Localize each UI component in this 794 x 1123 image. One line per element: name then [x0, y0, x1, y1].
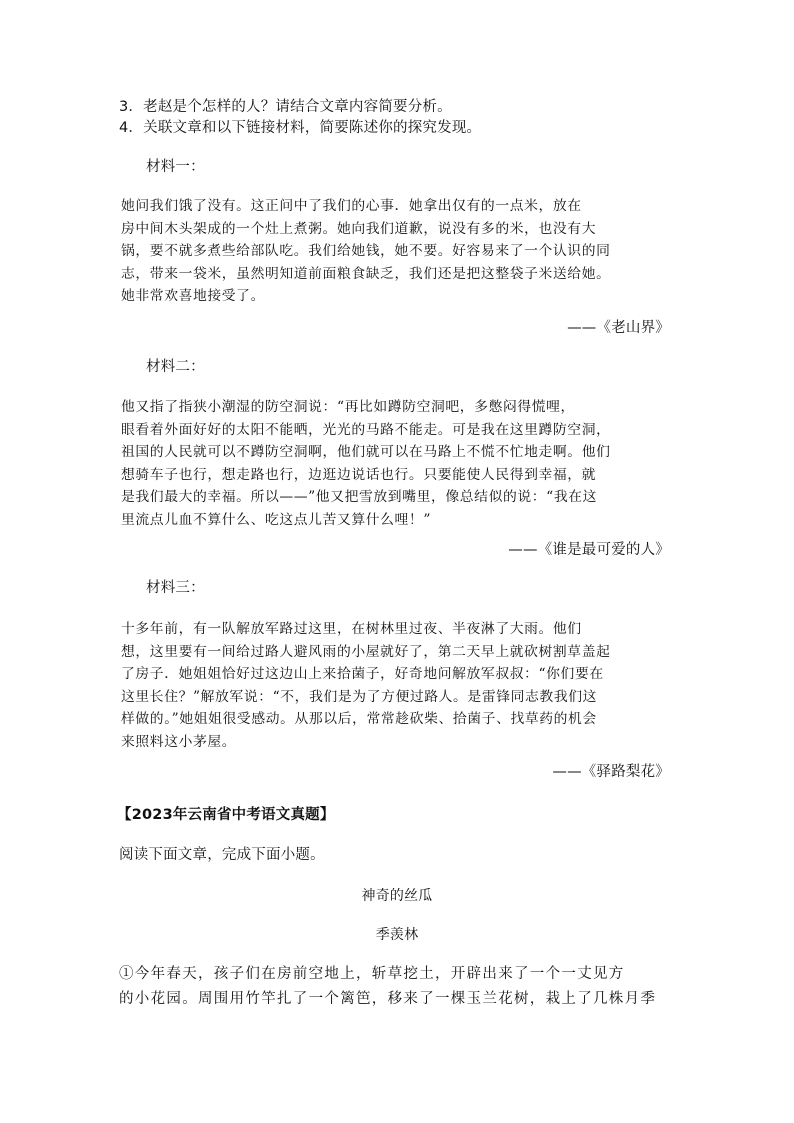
article-line: ①今年春天，孩子们在房前空地上，斩草挖土，开辟出来了一个一丈见方 — [119, 966, 625, 982]
material-2-line: 里流点儿血不算什么、吃这点儿苦又算什么哩！” — [121, 511, 431, 528]
material-1-source: ——《老山界》 — [567, 320, 670, 336]
instruction-text: 阅读下面文章，完成下面小题。 — [119, 847, 325, 863]
material-2-line: 是我们最大的幸福。所以——”他又把雪放到嘴里，像总结似的说：“我在这 — [121, 489, 598, 505]
article-body — [119, 962, 675, 1012]
article-author: 季羡林 — [375, 927, 419, 943]
material-3-label: 材料三： — [146, 580, 205, 596]
material-3-line: 来照料这小茅屋。 — [121, 733, 237, 750]
material-2-line: 想骑车子也行，想走路也行，边逛边说话也行。只要能使人民得到幸福，就 — [121, 466, 597, 483]
material-1-line: 锅，要不就多煮些给部队吃。我们给她钱，她不要。好容易来了一个认识的同 — [121, 243, 611, 259]
material-2-label: 材料二： — [146, 359, 205, 375]
material-1-text — [121, 195, 669, 308]
material-1-line: 房中间木头架成的一个灶上煮粥。她向我们道歉，说没有多的米，也没有大 — [121, 220, 597, 237]
article-line: 的小花园。周围用竹竿扎了一个篱笆，移来了一棵玉兰花树，栽上了几株月季 — [119, 991, 657, 1007]
material-1-line: 志，带来一袋米，虽然明知道前面粮食缺乏，我们还是把这整袋子米送给她。 — [121, 265, 611, 282]
material-3-source: ——《驿路梨花》 — [552, 764, 670, 780]
material-2-line: 他又指了指狭小潮湿的防空洞说：“再比如蹲防空洞吧，多憋闷得慌哩， — [121, 399, 575, 415]
material-3-line: 十多年前，有一队解放军路过这里，在树林里过夜、半夜淋了大雨。他们 — [121, 621, 582, 637]
material-3-line: 想，这里要有一间给过路人避风雨的小屋就好了，第二天早上就砍树割草盖起 — [121, 643, 611, 660]
material-2-source: ——《谁是最可爱的人》 — [508, 542, 670, 558]
article-title: 神奇的丝瓜 — [361, 888, 433, 904]
material-2-line: 祖国的人民就可以不蹲防空洞啊，他们就可以在马路上不慌不忙地走啊。他们 — [121, 444, 611, 460]
material-1-line: 她非常欢喜地接受了。 — [121, 288, 265, 304]
material-3-text — [121, 618, 669, 753]
material-3-line: 样做的。”她姐姐很受感动。从那以后，常常趁砍柴、拾菌子、找草药的机会 — [121, 711, 597, 727]
material-3-line: 了房子．她姐姐恰好过这边山上来拾菌子，好奇地问解放军叔叔：“你们要在 — [121, 666, 604, 682]
material-1-label: 材料一： — [146, 159, 205, 175]
question-4: 4．关联文章和以下链接材料，简要陈述你的探究发现。 — [119, 120, 482, 136]
material-3-line: 这里长住？”解放军说：“不，我们是为了方便过路人。是雷锋同志教我们这 — [121, 688, 598, 705]
material-2-text — [121, 396, 669, 531]
material-1-line: 她问我们饿了没有。这正问中了我们的心事．她拿出仅有的一点米，放在 — [121, 198, 582, 214]
material-2-line: 眼看着外面好好的太阳不能晒，光光的马路不能走。可是我在这里蹲防空洞， — [121, 421, 611, 438]
question-3: 3．老赵是个怎样的人？请结合文章内容简要分析。 — [119, 99, 452, 115]
section-heading: 【2023年云南省中考语文真题】 — [117, 807, 335, 823]
